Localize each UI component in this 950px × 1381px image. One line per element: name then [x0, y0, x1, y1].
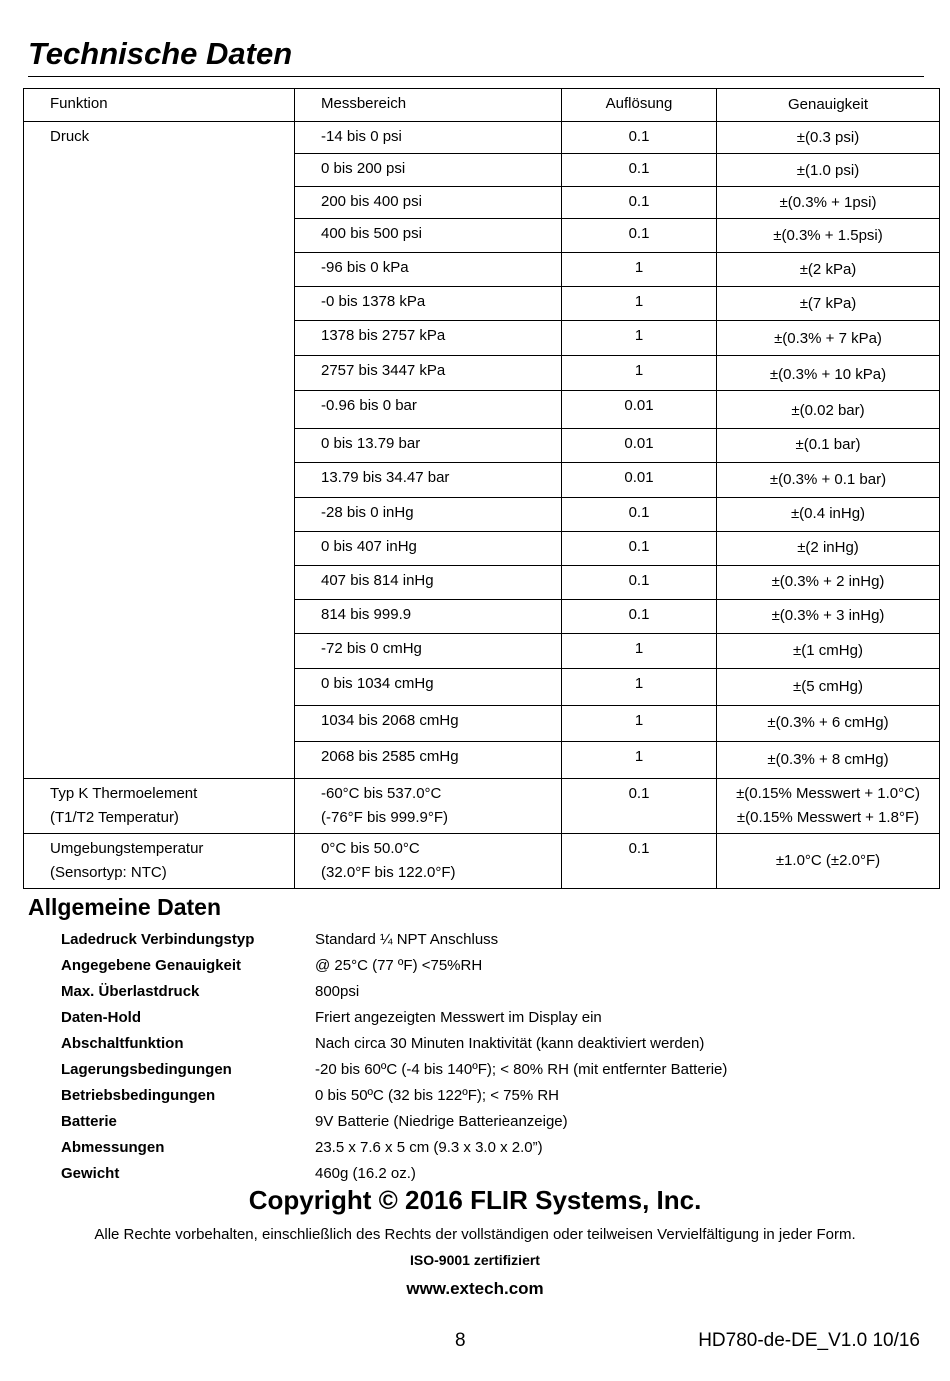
spec-item-label: Lagerungsbedingungen — [61, 1061, 232, 1078]
cell-range: -28 bis 0 inHg — [295, 498, 562, 532]
cell-range: 0 bis 407 inHg — [295, 532, 562, 566]
spec-item-value: 0 bis 50ºC (32 bis 122ºF); < 75% RH — [315, 1087, 559, 1104]
cell-range-line-2: (32.0°F bis 122.0°F) — [321, 864, 456, 881]
spec-item — [61, 1136, 727, 1162]
cell-range: 407 bis 814 inHg — [295, 566, 562, 600]
cell-resolution: 0.1 — [562, 532, 717, 566]
spec-item-value: Nach circa 30 Minuten Inaktivität (kann deaktiviert werden) — [315, 1035, 705, 1052]
cell-range: -14 bis 0 psi — [295, 122, 562, 154]
cell-accuracy: ±(0.3% + 8 cmHg) — [717, 742, 940, 779]
spec-item-label: Max. Überlastdruck — [61, 983, 200, 1000]
spec-item — [61, 954, 727, 980]
cell-accuracy: ±(0.3 psi) — [717, 122, 940, 154]
table-row-ambient — [24, 834, 940, 889]
spec-item-value: @ 25°C (77 ºF) <75%RH — [315, 957, 483, 974]
cell-function-line-2: (T1/T2 Temperatur) — [50, 809, 179, 826]
cell-resolution: 1 — [562, 253, 717, 287]
cell-accuracy: ±(0.3% + 7 kPa) — [717, 321, 940, 356]
spec-item-value: 460g (16.2 oz.) — [315, 1165, 416, 1182]
cell-resolution: 0.1 — [562, 498, 717, 532]
cell-range: -0 bis 1378 kPa — [295, 287, 562, 321]
cell-resolution: 1 — [562, 356, 717, 391]
cell-resolution: 1 — [562, 669, 717, 706]
spec-item-value: Friert angezeigten Messwert im Display ein — [315, 1009, 602, 1026]
spec-item-value: 800psi — [315, 983, 360, 1000]
cell-function-line-1: Umgebungstemperatur — [50, 840, 204, 857]
cell-range: -72 bis 0 cmHg — [295, 634, 562, 669]
cell-resolution: 1 — [562, 706, 717, 742]
general-data-heading: Allgemeine Daten — [28, 894, 221, 920]
cell-resolution: 1 — [562, 634, 717, 669]
cell-accuracy: ±(0.3% + 10 kPa) — [717, 356, 940, 391]
cell-accuracy: ±(5 cmHg) — [717, 669, 940, 706]
cell-range: -96 bis 0 kPa — [295, 253, 562, 287]
cell-function — [24, 834, 295, 889]
cell-resolution: 0.1 — [562, 154, 717, 187]
table-row — [24, 122, 940, 154]
cell-resolution: 0.1 — [562, 779, 717, 834]
spec-item-label: Abmessungen — [61, 1139, 165, 1156]
iso-certification: ISO-9001 zertifiziert — [410, 1252, 540, 1268]
rights-notice: Alle Rechte vorbehalten, einschließlich des Rechts der vollständigen oder teilweisen Vervielfältigung in jeder Form. — [94, 1226, 856, 1243]
cell-resolution: 0.01 — [562, 429, 717, 463]
cell-range-line-1: -60°C bis 537.0°C — [321, 785, 442, 802]
cell-range — [295, 779, 562, 834]
cell-accuracy: ±(0.4 inHg) — [717, 498, 940, 532]
spec-item — [61, 980, 727, 1006]
cell-accuracy: ±(0.3% + 1psi) — [717, 187, 940, 219]
cell-function-line-1: Typ K Thermoelement — [50, 785, 198, 802]
cell-accuracy: ±(0.02 bar) — [717, 391, 940, 429]
spec-item — [61, 1058, 727, 1084]
copyright: Copyright © 2016 FLIR Systems, Inc. — [248, 1185, 702, 1215]
cell-range: 13.79 bis 34.47 bar — [295, 463, 562, 498]
cell-resolution: 0.01 — [562, 391, 717, 429]
spec-item-label: Daten-Hold — [61, 1009, 141, 1026]
spec-item — [61, 1032, 727, 1058]
page-number: 8 — [455, 1330, 466, 1351]
spec-item — [61, 928, 727, 954]
cell-accuracy: ±1.0°C (±2.0°F) — [717, 834, 940, 889]
cell-resolution: 1 — [562, 287, 717, 321]
cell-accuracy: ±(2 kPa) — [717, 253, 940, 287]
header-accuracy: Genauigkeit — [717, 89, 940, 122]
cell-accuracy: ±(0.3% + 0.1 bar) — [717, 463, 940, 498]
cell-accuracy: ±(0.3% + 2 inHg) — [717, 566, 940, 600]
cell-range-line-1: 0°C bis 50.0°C — [321, 840, 420, 857]
spec-item-value: -20 bis 60ºC (-4 bis 140ºF); < 80% RH (mit entfernter Batterie) — [315, 1061, 728, 1078]
cell-function-line-2: (Sensortyp: NTC) — [50, 864, 167, 881]
table-row-thermocouple — [24, 779, 940, 834]
cell-range: 200 bis 400 psi — [295, 187, 562, 219]
cell-range: 1034 bis 2068 cmHg — [295, 706, 562, 742]
general-data-list — [61, 928, 727, 1188]
spec-item-value: 23.5 x 7.6 x 5 cm (9.3 x 3.0 x 2.0”) — [315, 1139, 543, 1156]
spec-item-label: Batterie — [61, 1113, 117, 1130]
spec-item — [61, 1110, 727, 1136]
cell-range-line-2: (-76°F bis 999.9°F) — [321, 809, 449, 826]
cell-resolution: 0.1 — [562, 187, 717, 219]
header-range: Messbereich — [295, 89, 562, 122]
cell-function: Druck — [24, 122, 295, 779]
cell-range: 400 bis 500 psi — [295, 219, 562, 253]
spec-item-label: Abschaltfunktion — [61, 1035, 184, 1052]
cell-range: 0 bis 1034 cmHg — [295, 669, 562, 706]
cell-range: -0.96 bis 0 bar — [295, 391, 562, 429]
cell-accuracy — [717, 779, 940, 834]
cell-accuracy: ±(0.3% + 3 inHg) — [717, 600, 940, 634]
cell-resolution: 1 — [562, 321, 717, 356]
cell-accuracy: ±(1 cmHg) — [717, 634, 940, 669]
title-divider — [28, 76, 924, 77]
cell-accuracy: ±(7 kPa) — [717, 287, 940, 321]
cell-accuracy-line-2: ±(0.15% Messwert + 1.8°F) — [736, 809, 920, 826]
cell-range: 814 bis 999.9 — [295, 600, 562, 634]
cell-resolution: 0.1 — [562, 600, 717, 634]
cell-accuracy: ±(0.1 bar) — [717, 429, 940, 463]
cell-accuracy: ±(2 inHg) — [717, 532, 940, 566]
spec-item-label: Ladedruck Verbindungstyp — [61, 931, 255, 948]
cell-function — [24, 779, 295, 834]
cell-range: 2068 bis 2585 cmHg — [295, 742, 562, 779]
spec-item — [61, 1084, 727, 1110]
spec-item-value: 9V Batterie (Niedrige Batterieanzeige) — [315, 1113, 568, 1130]
cell-accuracy: ±(1.0 psi) — [717, 154, 940, 187]
cell-resolution: 0.01 — [562, 463, 717, 498]
spec-item-label: Gewicht — [61, 1165, 120, 1182]
page-title: Technische Daten — [28, 36, 293, 71]
cell-resolution: 0.1 — [562, 834, 717, 889]
spec-table — [23, 88, 940, 889]
header-function: Funktion — [24, 89, 295, 122]
spec-item-label: Angegebene Genauigkeit — [61, 957, 242, 974]
cell-range: 0 bis 200 psi — [295, 154, 562, 187]
spec-item — [61, 1006, 727, 1032]
website: www.extech.com — [406, 1279, 544, 1298]
cell-resolution: 0.1 — [562, 219, 717, 253]
cell-resolution: 1 — [562, 742, 717, 779]
cell-accuracy-line-1: ±(0.15% Messwert + 1.0°C) — [736, 785, 920, 802]
document-id: HD780-de-DE_V1.0 10/16 — [698, 1330, 920, 1351]
cell-accuracy: ±(0.3% + 6 cmHg) — [717, 706, 940, 742]
cell-range: 0 bis 13.79 bar — [295, 429, 562, 463]
cell-resolution: 0.1 — [562, 122, 717, 154]
table-header-row — [24, 89, 940, 122]
spec-item-value: Standard ¼ NPT Anschluss — [315, 931, 499, 948]
spec-item-label: Betriebsbedingungen — [61, 1087, 216, 1104]
cell-range: 2757 bis 3447 kPa — [295, 356, 562, 391]
cell-range: 1378 bis 2757 kPa — [295, 321, 562, 356]
cell-range — [295, 834, 562, 889]
header-resolution: Auflösung — [562, 89, 717, 122]
cell-accuracy: ±(0.3% + 1.5psi) — [717, 219, 940, 253]
cell-resolution: 0.1 — [562, 566, 717, 600]
